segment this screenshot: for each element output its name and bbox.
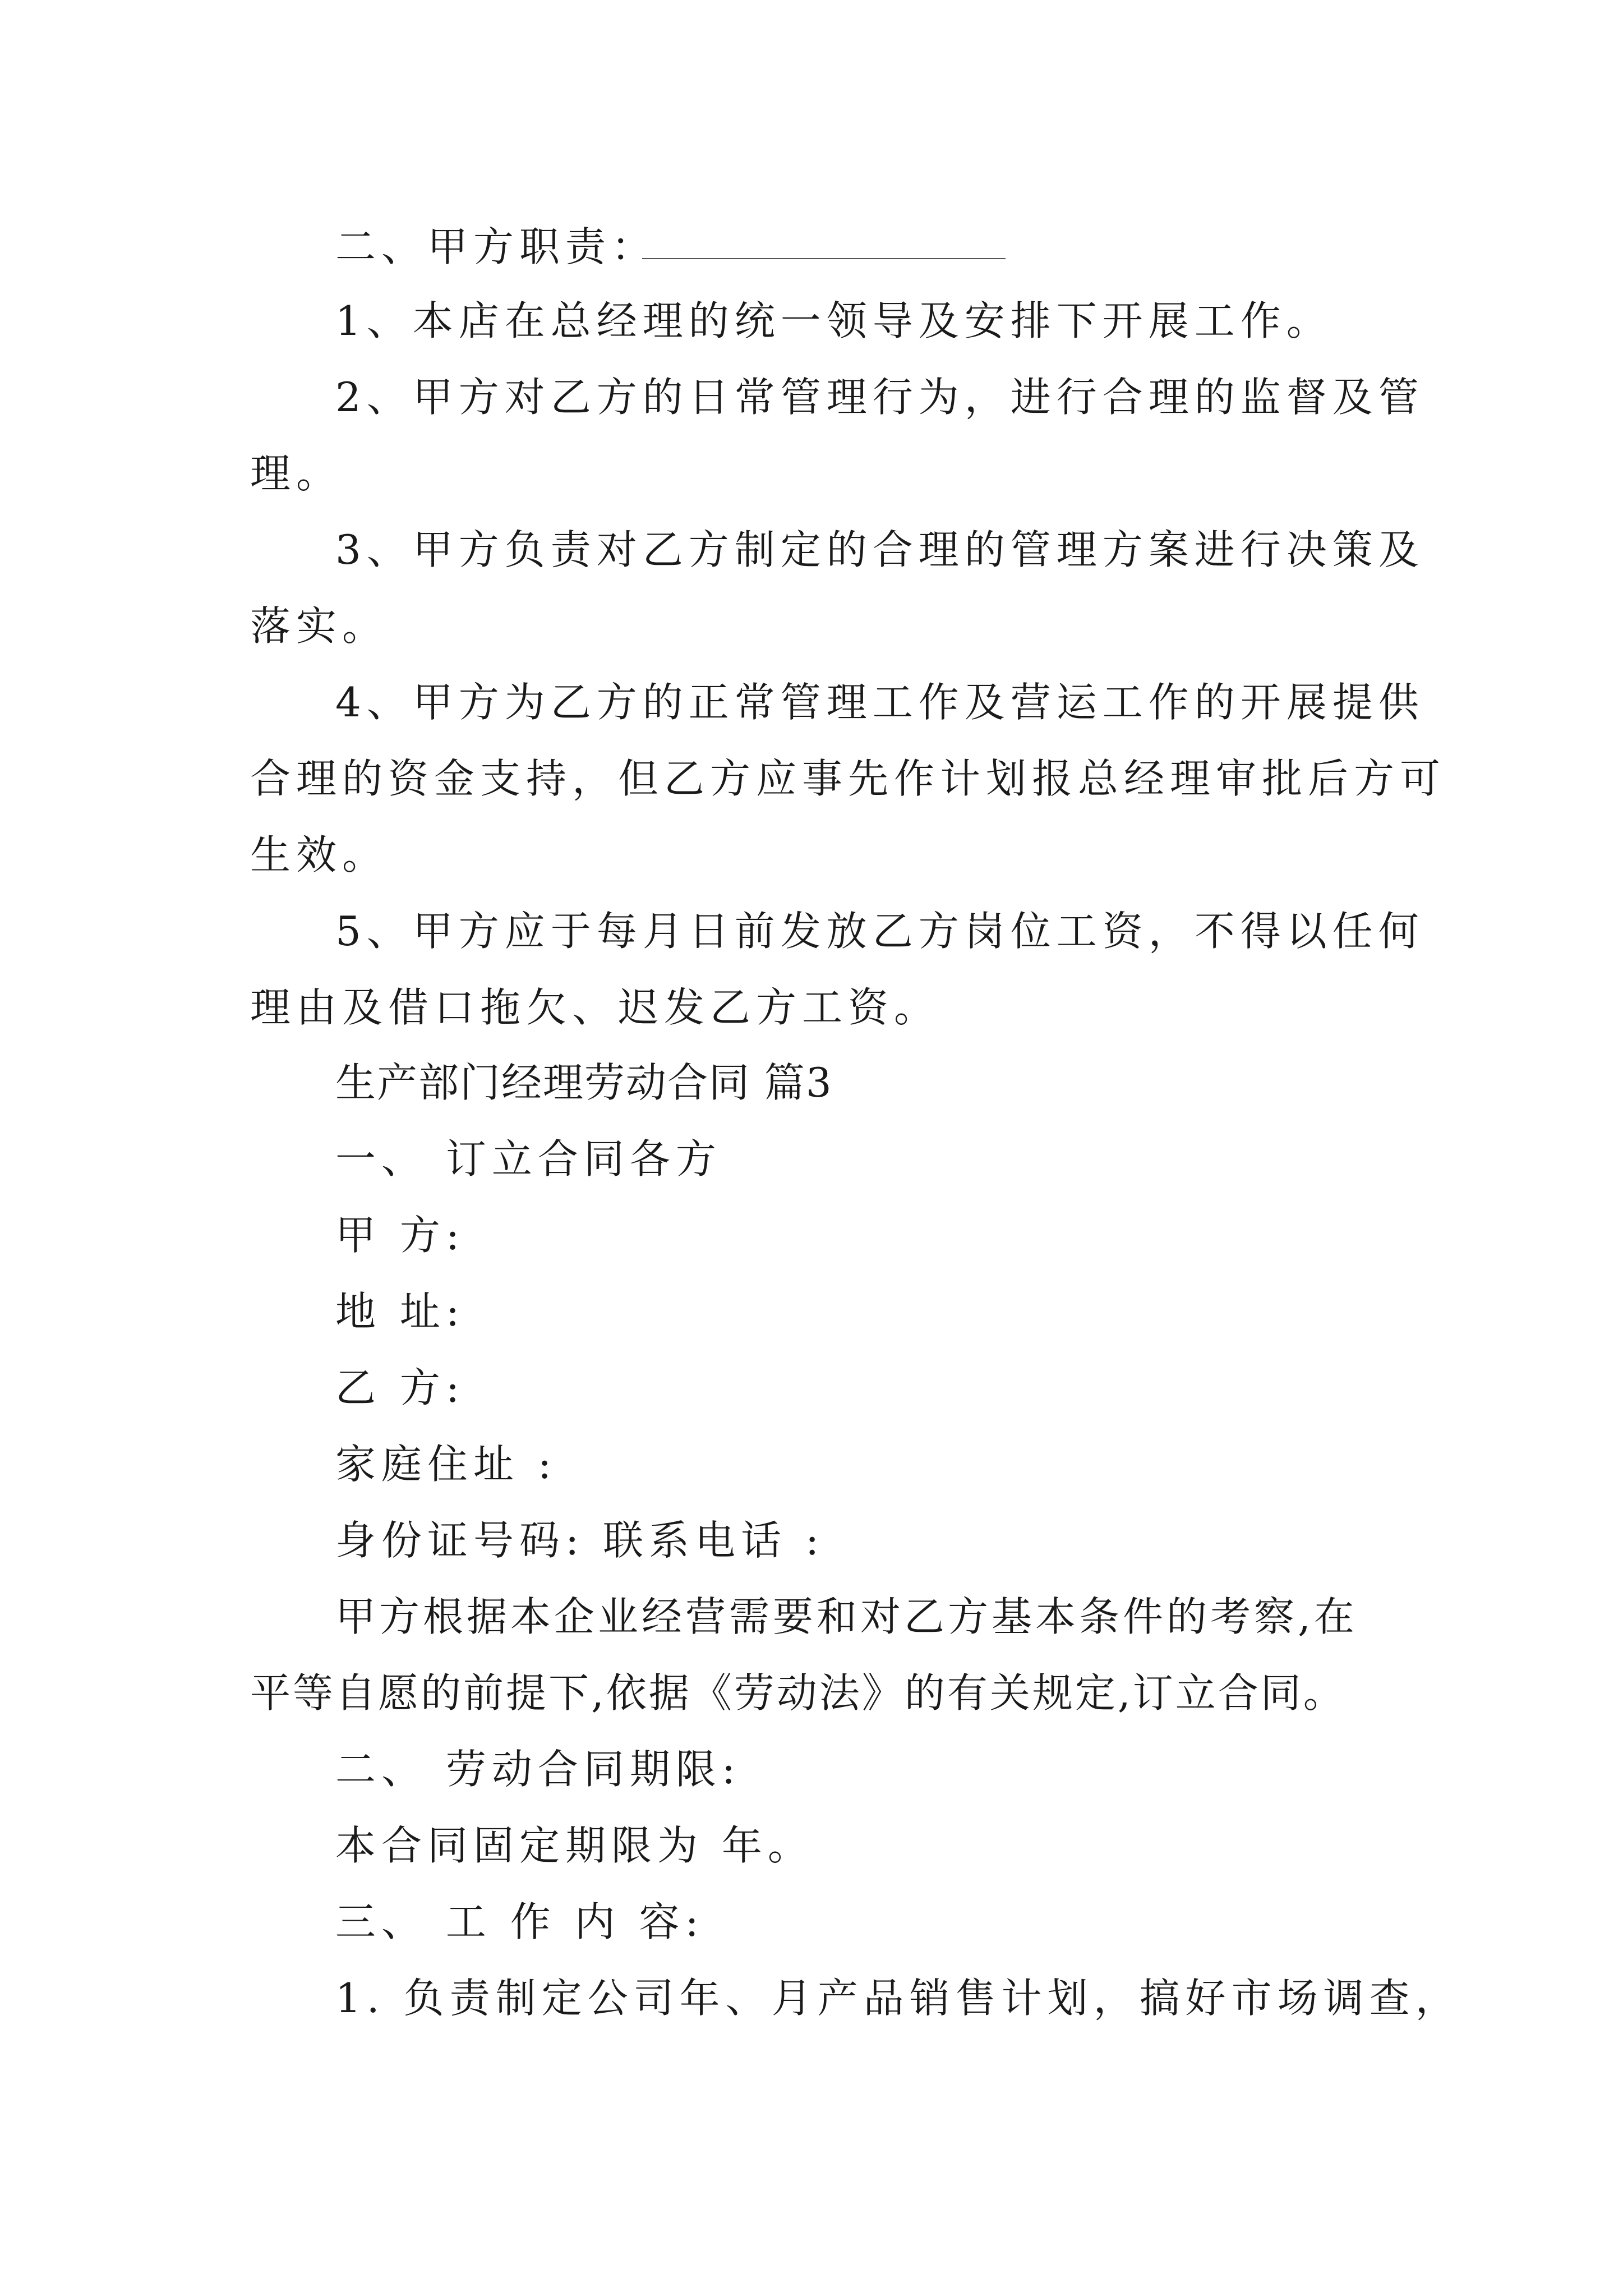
paragraph-line: 2、甲方对乙方的日常管理行为，进行合理的监督及管 xyxy=(335,374,1424,421)
paragraph-line: 3、甲方负责对乙方制定的合理的管理方案进行决策及 xyxy=(335,526,1424,573)
paragraph-line: 5、甲方应于每月日前发放乙方岗位工资，不得以任何 xyxy=(335,908,1424,955)
section-heading: 三、 工 作 内 容: xyxy=(335,1898,704,1945)
paragraph-line: 理。 xyxy=(250,450,343,497)
paragraph-line: 平等自愿的前提下,依据《劳动法》的有关规定,订立合同。 xyxy=(250,1669,1346,1717)
paragraph-line: 1、本店在总经理的统一领导及安排下开展工作。 xyxy=(335,297,1332,344)
section-heading: 二、 劳动合同期限: xyxy=(335,1746,741,1793)
paragraph-line: 本合同固定期限为 年。 xyxy=(335,1822,814,1869)
fill-in-blank-line xyxy=(642,258,1006,259)
paragraph-line: 甲方根据本企业经营需要和对乙方基本条件的考察,在 xyxy=(335,1593,1358,1640)
paragraph-line: 1. 负责制定公司年、月产品销售计划，搞好市场调查， xyxy=(335,1975,1461,2022)
field-party-a: 甲 方: xyxy=(335,1212,465,1259)
paragraph-line: 生效。 xyxy=(250,831,389,878)
paragraph-line: 4、甲方为乙方的正常管理工作及营运工作的开展提供 xyxy=(335,679,1424,726)
paragraph-line: 落实。 xyxy=(250,602,389,650)
field-party-b: 乙 方: xyxy=(335,1364,465,1411)
paragraph-line: 合理的资金支持，但乙方应事先作计划报总经理审批后方可 xyxy=(250,755,1446,802)
paragraph-line: 理由及借口拖欠、迟发乙方工资。 xyxy=(250,984,940,1031)
field-home-address: 家庭住址 : xyxy=(335,1441,557,1488)
section-heading-party-a-duties: 二、甲方职责： xyxy=(335,223,658,270)
field-id-and-phone: 身份证号码: 联系电话 : xyxy=(335,1517,825,1564)
field-address: 地 址: xyxy=(335,1288,465,1335)
contract-section-title: 生产部门经理劳动合同 篇3 xyxy=(335,1059,833,1106)
section-heading: 一、 订立合同各方 xyxy=(335,1135,722,1182)
